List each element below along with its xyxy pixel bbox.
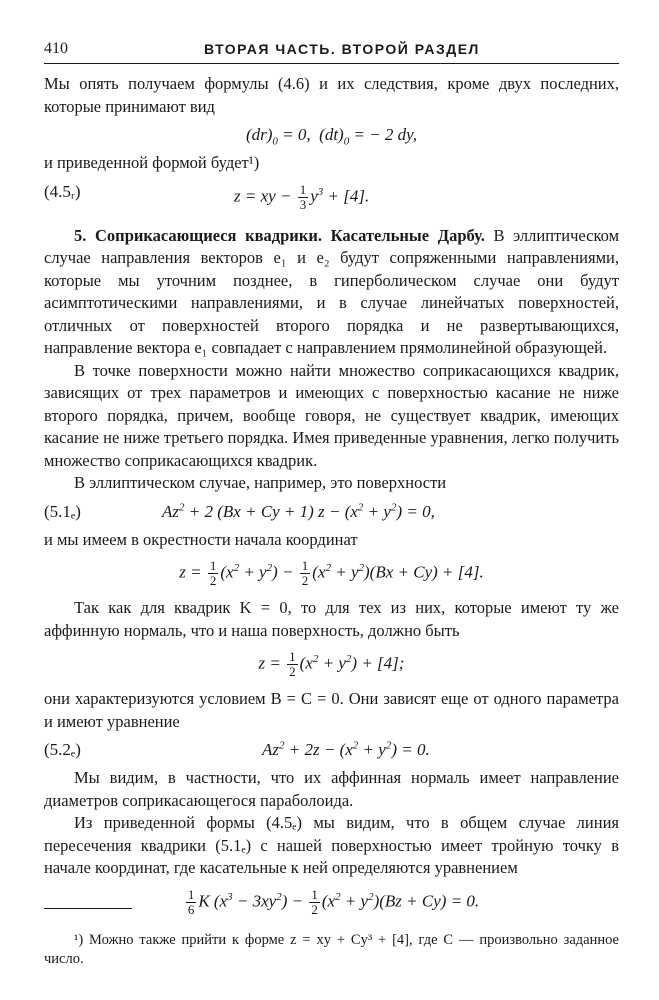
paragraph-2: и приведенной формой будет¹) xyxy=(44,153,260,172)
equation-6 xyxy=(44,735,619,765)
equation-5 xyxy=(44,644,619,686)
equation-5-formula: z = $\frac{1}{2}$ $(x^2 + y^2) + [4]$; xyxy=(258,649,405,679)
page-body xyxy=(44,73,619,926)
equation-3 xyxy=(44,497,619,527)
paragraph-10: Из приведенной формы (4.5ₑ) мы видим, что в общем случае линия пересечения квадрики (5.1ₑ) с нашей поверхностью имеет тройную точку в начале координат, где касательные к ней определяются уравнением xyxy=(44,813,619,877)
section-5-paragraph xyxy=(44,225,619,360)
footnote: ¹) Можно также прийти к форме z = xy + Cy³ + [4], где C — произвольно заданное число. xyxy=(44,931,619,967)
paragraph-6: и мы имеем в окрестности начала координат xyxy=(44,529,358,549)
equation-3-formula: $Az^2 + 2$ (Bx + Cy + 1) $z - (x^2 + y^2) = 0$, xyxy=(162,500,435,521)
page-number: 410 xyxy=(44,40,68,57)
equation-2 xyxy=(44,177,619,219)
equation-4-formula: z = $\frac{1}{2}$ $(x^2 + y^2)$ − $\frac{1}{2}$ $(x^2 + y^2)(Bx + Cy) + [4]$. xyxy=(179,558,484,588)
header-rule xyxy=(44,63,619,64)
running-title: ВТОРАЯ ЧАСТЬ. ВТОРОЙ РАЗДЕЛ xyxy=(204,41,480,57)
section-title: 5. Соприкасающиеся квадрики. Касательные Дарбу. xyxy=(74,225,485,245)
running-header xyxy=(44,40,619,60)
paragraph-8: они характеризуются условием B = C = 0. Они зависят еще от одного параметра и имеют уравнение xyxy=(44,689,619,731)
equation-2-label: (4.5ᵣ) xyxy=(44,181,81,201)
paragraph-3: В эллиптическом случае направления векторов e₁ и e₂ будут сопряженными направлениями, которые мы уточним позднее, в гиперболическом случае они будут асимптотическими направлениями, и в случае линейчатых поверхностей, отличных от поверхностей второго порядка и не развертывающихся, направление вектора e₁ совпадает с направлением прямолинейной образующей. xyxy=(44,225,620,357)
footnote-rule xyxy=(44,908,132,909)
equation-6-formula: $Az^2 + 2z - (x^2 + y^2) = 0$. xyxy=(262,739,430,759)
equation-1-formula: $(dr)_0 = 0$, $(dt)_0$ = − 2 dy, xyxy=(245,125,418,148)
equation-7 xyxy=(44,882,619,924)
paragraph-4: В точке поверхности можно найти множество соприкасающихся квадрик, зависящих от трех параметров и имеющих с поверхностью касание не ниже второго порядка, причем, вообще говоря, не существует квадрик, имеющих касание не ниже третьего порядка. Имея приведенные уравнения, легко получить множество соприкасающихся квадрик. xyxy=(44,360,619,470)
paragraph-7: Так как для квадрик K = 0, то для тех из них, которые имеют ту же аффинную нормаль, что и наша поверхность, должно быть xyxy=(44,598,619,640)
equation-2-formula: z = xy − $\frac{1}{3}$ $y^3 + [4]$. xyxy=(234,181,370,212)
equation-7-formula: $\frac{1}{6}$ K $(x^3 - 3xy^2)$ − $\frac{1}{2}$ $(x^2 + y^2)(Bz + Cy) = 0$. xyxy=(187,886,480,917)
equation-4 xyxy=(44,553,619,595)
paragraph-9: Мы видим, в частности, что их аффинная нормаль имеет направление диаметров соприкасающегося параболоида. xyxy=(44,768,619,810)
equation-1 xyxy=(44,120,619,150)
equation-3-label: (5.1ₑ) xyxy=(44,501,81,521)
paragraph-5: В эллиптическом случае, например, это поверхности xyxy=(74,473,447,492)
equation-6-label: (5.2ₑ) xyxy=(44,740,81,759)
paragraph-1: Мы опять получаем формулы (4.6) и их следствия, кроме двух последних, которые принимают вид xyxy=(44,74,619,116)
